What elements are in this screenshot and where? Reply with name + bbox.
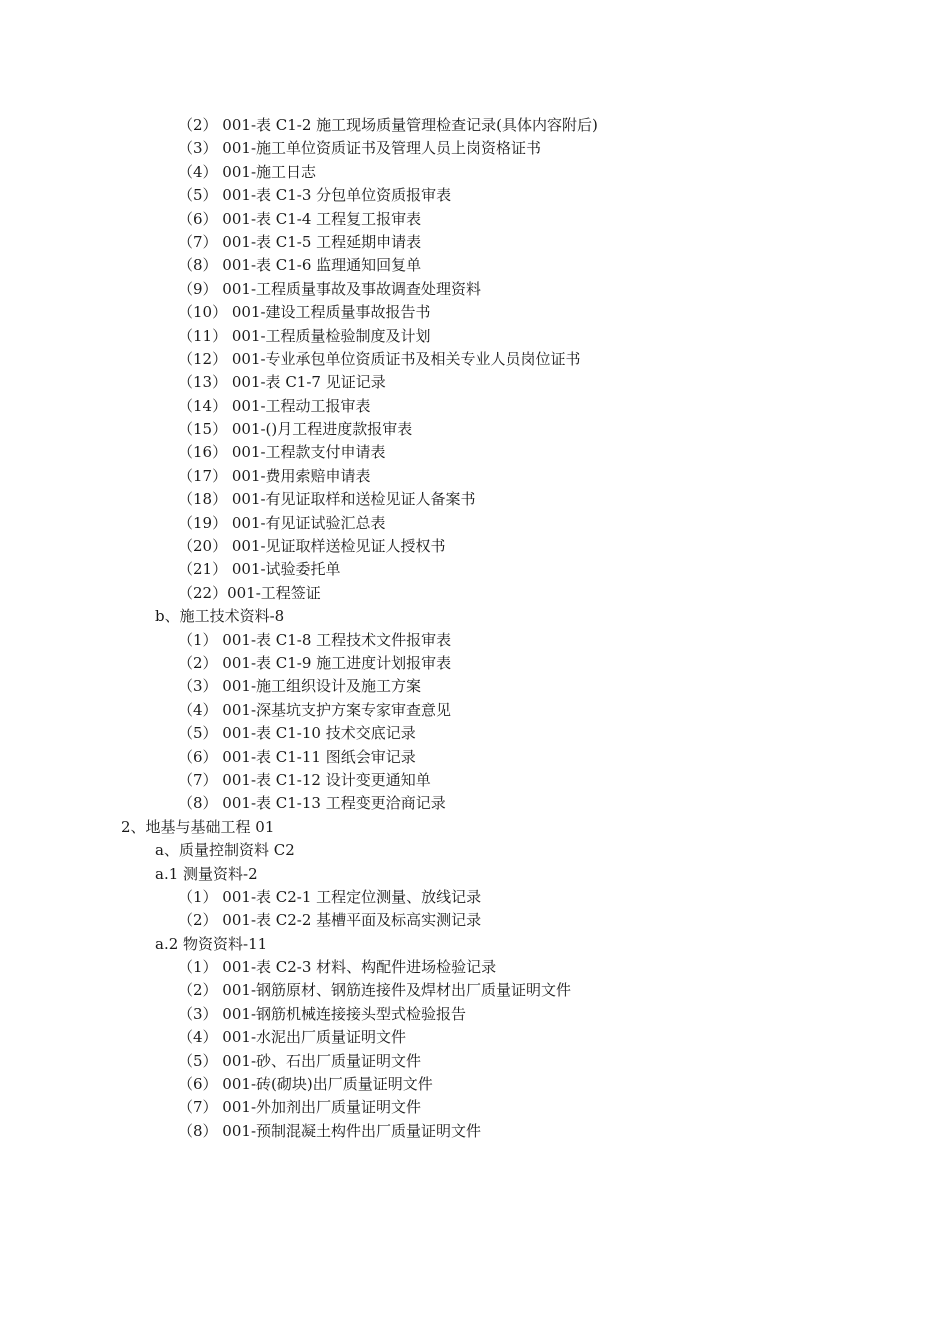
section-heading: 2、地基与基础工程 01 — [121, 817, 275, 836]
list-item: （11） 001-工程质量检验制度及计划 — [178, 326, 431, 345]
subsection-heading: b、施工技术资料-8 — [155, 607, 285, 626]
list-item: （5） 001-表 C1-10 技术交底记录 — [178, 724, 416, 743]
list-item: （2） 001-表 C1-9 施工进度计划报审表 — [178, 653, 452, 672]
list-item: （9） 001-工程质量事故及事故调查处理资料 — [178, 279, 482, 298]
list-item: （17） 001-费用索赔申请表 — [178, 466, 371, 485]
list-item: （6） 001-表 C1-11 图纸会审记录 — [178, 747, 416, 766]
list-item: （8） 001-预制混凝土构件出厂质量证明文件 — [178, 1121, 482, 1140]
list-item: （7） 001-外加剂出厂质量证明文件 — [178, 1098, 422, 1117]
list-item: （5） 001-表 C1-3 分包单位资质报审表 — [178, 186, 452, 205]
subsection-heading: a.2 物资资料-11 — [155, 934, 268, 953]
subsection-heading: a.1 测量资料-2 — [155, 864, 258, 883]
list-item: （22）001-工程签证 — [178, 583, 321, 602]
document-page — [0, 114, 950, 1143]
list-item: （20） 001-见证取样送检见证人授权书 — [178, 537, 446, 556]
list-item: （19） 001-有见证试验汇总表 — [178, 513, 386, 532]
list-item: （7） 001-表 C1-12 设计变更通知单 — [178, 770, 431, 789]
list-item: （6） 001-表 C1-4 工程复工报审表 — [178, 209, 422, 228]
list-item: （2） 001-表 C2-2 基槽平面及标高实测记录 — [178, 911, 482, 930]
list-item: （5） 001-砂、石出厂质量证明文件 — [178, 1051, 422, 1070]
list-item: （4） 001-水泥出厂质量证明文件 — [178, 1028, 407, 1047]
list-item: （7） 001-表 C1-5 工程延期申请表 — [178, 232, 422, 251]
document-outline-list — [0, 114, 950, 1143]
list-item: （6） 001-砖(砌块)出厂质量证明文件 — [178, 1075, 433, 1094]
list-item: （16） 001-工程款支付申请表 — [178, 443, 386, 462]
subsection-heading: a、质量控制资料 C2 — [155, 841, 295, 860]
list-item: （21） 001-试验委托单 — [178, 560, 341, 579]
list-item: （15） 001-()月工程进度款报审表 — [178, 420, 413, 439]
list-item: （1） 001-表 C2-1 工程定位测量、放线记录 — [178, 887, 482, 906]
list-item: （8） 001-表 C1-6 监理通知回复单 — [178, 256, 422, 275]
list-item: （10） 001-建设工程质量事故报告书 — [178, 303, 431, 322]
list-item: （13） 001-表 C1-7 见证记录 — [178, 373, 386, 392]
list-item: （3） 001-施工单位资质证书及管理人员上岗资格证书 — [178, 139, 542, 158]
list-item: （18） 001-有见证取样和送检见证人备案书 — [178, 490, 476, 509]
list-item: （4） 001-深基坑支护方案专家审查意见 — [178, 700, 452, 719]
list-item: （3） 001-施工组织设计及施工方案 — [178, 677, 422, 696]
list-item: （2） 001-表 C1-2 施工现场质量管理检查记录(具体内容附后) — [178, 116, 598, 134]
list-item: （14） 001-工程动工报审表 — [178, 396, 371, 415]
list-item: （3） 001-钢筋机械连接接头型式检验报告 — [178, 1004, 467, 1023]
list-item: （2） 001-钢筋原材、钢筋连接件及焊材出厂质量证明文件 — [178, 981, 572, 1000]
list-item: （12） 001-专业承包单位资质证书及相关专业人员岗位证书 — [178, 349, 581, 368]
list-item: （1） 001-表 C2-3 材料、构配件进场检验记录 — [178, 958, 497, 977]
list-item: （8） 001-表 C1-13 工程变更洽商记录 — [178, 794, 446, 813]
list-item: （4） 001-施工日志 — [178, 162, 317, 181]
list-item: （1） 001-表 C1-8 工程技术文件报审表 — [178, 630, 452, 649]
